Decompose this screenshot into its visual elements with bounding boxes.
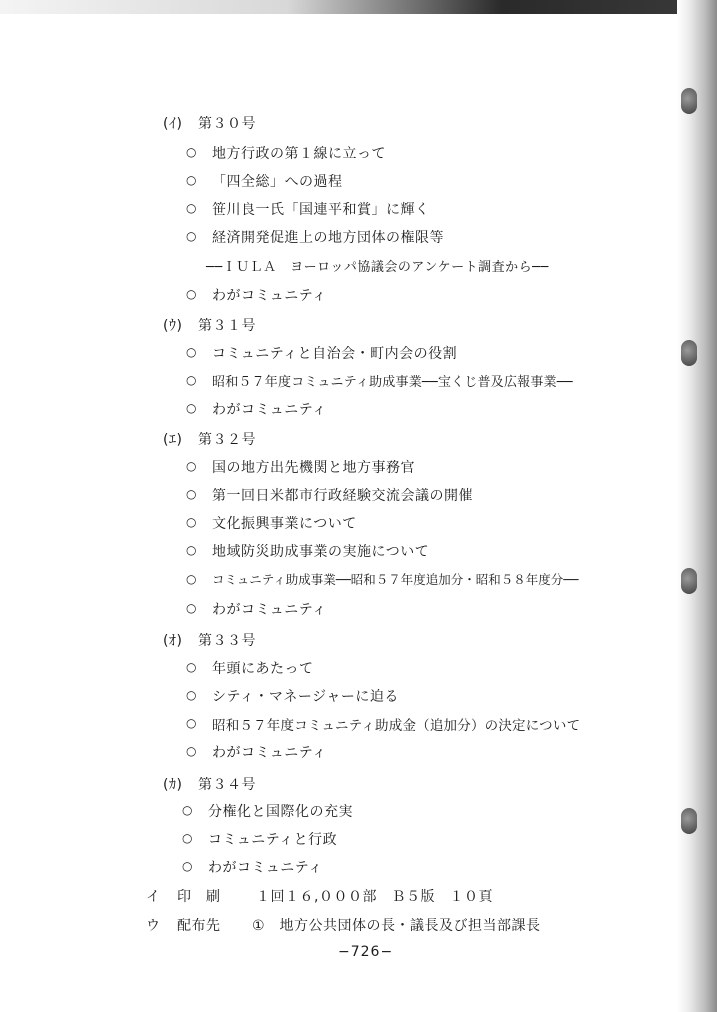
bullet-icon: ○ — [186, 487, 197, 501]
article-title: 昭和５７年度コミュニティ助成事業──宝くじ普及広報事業── — [212, 375, 573, 390]
issue-title: 第３４号 — [198, 777, 256, 793]
article-title: 第一回日米都市行政経験交流会議の開催 — [212, 488, 473, 504]
article-title: 「四全総」への過程 — [212, 174, 343, 190]
bullet-icon: ○ — [186, 543, 197, 557]
bullet-icon: ○ — [186, 345, 197, 359]
bullet-icon: ○ — [186, 373, 197, 387]
issue-title: 第３１号 — [198, 318, 256, 334]
article-title: 経済開発促進上の地方団体の権限等 — [212, 230, 444, 246]
issue-marker: (ｴ) — [163, 432, 183, 448]
article-title: わがコミュニティ — [208, 860, 323, 876]
print-value: １回１６,０００部 Ｂ５版 １０頁 — [256, 889, 493, 905]
binder-ring — [681, 88, 697, 114]
article-title: 地方行政の第１線に立って — [212, 146, 386, 162]
article-title: わがコミュニティ — [212, 745, 327, 761]
distribution-value: ① 地方公共団体の長・議長及び担当部課長 — [252, 918, 541, 934]
binder-ring — [681, 340, 697, 366]
print-label: 印 刷 — [177, 889, 221, 905]
bullet-icon: ○ — [186, 229, 197, 243]
bullet-icon: ○ — [182, 831, 193, 845]
article-title: 地域防災助成事業の実施について — [212, 544, 430, 560]
article-title: 昭和５７年度コミュニティ助成金（追加分）の決定について — [212, 718, 581, 734]
bullet-icon: ○ — [186, 572, 197, 586]
bullet-icon: ○ — [186, 744, 197, 758]
bullet-icon: ○ — [186, 201, 197, 215]
bullet-icon: ○ — [186, 688, 197, 702]
issue-title: 第３２号 — [198, 432, 256, 448]
issue-title: 第３３号 — [198, 633, 256, 649]
issue-marker: (ｶ) — [163, 777, 183, 793]
bullet-icon: ○ — [186, 287, 197, 301]
binder-ring — [681, 568, 697, 594]
bullet-icon: ○ — [182, 859, 193, 873]
article-title: 国の地方出先機関と地方事務官 — [212, 460, 415, 476]
bullet-icon: ○ — [182, 803, 193, 817]
article-title: わがコミュニティ — [212, 602, 327, 618]
bullet-icon: ○ — [186, 660, 197, 674]
article-title: 笹川良一氏「国連平和賞」に輝く — [212, 202, 430, 218]
article-subtitle: ──ＩＵＬＡ ヨーロッパ協議会のアンケート調査から── — [206, 260, 549, 275]
article-title: わがコミュニティ — [212, 402, 327, 418]
issue-title: 第３０号 — [198, 116, 256, 132]
bullet-icon: ○ — [186, 401, 197, 415]
bullet-icon: ○ — [186, 173, 197, 187]
distribution-marker: ウ — [146, 918, 161, 934]
page-binding-shadow — [677, 0, 717, 1012]
article-title: コミュニティと行政 — [208, 832, 338, 848]
scan-top-edge — [0, 0, 717, 14]
bullet-icon: ○ — [186, 601, 197, 615]
article-title: 文化振興事業について — [212, 516, 357, 532]
binder-ring — [681, 808, 697, 834]
page-number: −726− — [338, 944, 394, 960]
bullet-icon: ○ — [186, 716, 197, 730]
distribution-label: 配布先 — [177, 918, 221, 934]
issue-marker: (ｲ) — [163, 116, 183, 132]
article-title: 年頭にあたって — [212, 661, 314, 677]
article-title: 分権化と国際化の充実 — [208, 804, 353, 820]
bullet-icon: ○ — [186, 145, 197, 159]
article-title: わがコミュニティ — [212, 288, 327, 304]
issue-marker: (ｳ) — [163, 318, 183, 334]
issue-marker: (ｵ) — [163, 633, 183, 649]
bullet-icon: ○ — [186, 515, 197, 529]
bullet-icon: ○ — [186, 459, 197, 473]
article-title: コミュニティと自治会・町内会の役割 — [212, 346, 458, 362]
print-marker: イ — [146, 889, 161, 905]
article-title: コミュニティ助成事業──昭和５７年度追加分・昭和５８年度分── — [212, 572, 579, 587]
article-title: シティ・マネージャーに迫る — [212, 689, 399, 705]
